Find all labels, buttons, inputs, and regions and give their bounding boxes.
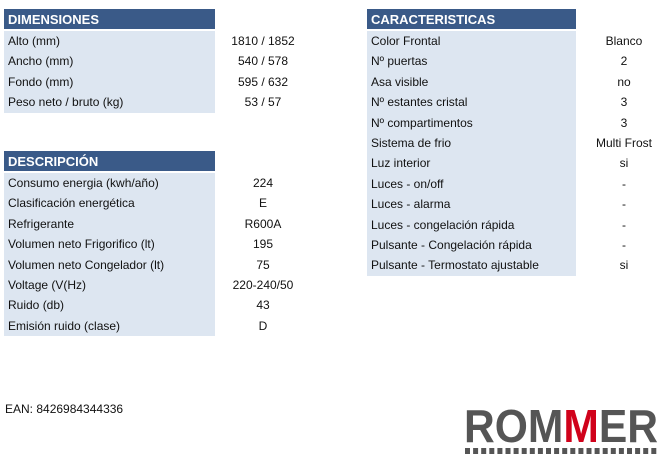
caracteristicas-row-value: - (622, 197, 626, 212)
caracteristicas-row-value: no (617, 74, 631, 89)
descripcion-row-value: D (258, 318, 268, 333)
caracteristicas-row-label: Pulsante - Congelación rápida (367, 235, 576, 255)
caracteristicas-row-label: Nº estantes cristal (367, 92, 576, 112)
descripcion-row (0, 275, 664, 295)
logo-stripe (514, 448, 519, 454)
logo-letter: E (598, 402, 630, 452)
descripcion-row-label: Volumen neto Frigorifico (lt) (4, 234, 215, 254)
descripcion-row-value: 220-240/50 (232, 278, 294, 292)
caracteristicas-row-label: Luz interior (367, 153, 576, 173)
logo-stripe (522, 448, 527, 454)
descripcion-row-label: Consumo energia (kwh/año) (4, 173, 215, 193)
caracteristicas-row (0, 113, 664, 133)
caracteristicas-row (0, 31, 664, 51)
logo-stripe (595, 448, 600, 454)
caracteristicas-row-value: - (622, 176, 626, 191)
logo-stripe (611, 448, 616, 454)
caracteristicas-row (0, 72, 664, 92)
caracteristicas-row-label: Luces - congelación rápida (367, 215, 576, 235)
logo-stripe (538, 448, 543, 454)
dimensiones-row-label: Peso neto / bruto (kg) (4, 92, 215, 112)
descripcion-row-label: Refrigerante (4, 214, 215, 234)
caracteristicas-row-value: Multi Frost (595, 136, 652, 150)
dimensiones-row-value: 540 / 578 (237, 54, 289, 69)
caracteristicas-row-value: si (619, 258, 629, 273)
logo-stripe (489, 448, 494, 454)
dimensiones-row-value: 595 / 632 (237, 74, 289, 89)
caracteristicas-row-value: si (619, 156, 629, 171)
logo-stripe (506, 448, 511, 454)
dimensiones-row-value: 1810 / 1852 (231, 34, 295, 48)
caracteristicas-row-value: 2 (620, 54, 628, 69)
rommer-logo (463, 402, 660, 462)
logo-stripe (603, 448, 608, 454)
caracteristicas-row (0, 215, 664, 235)
logo-stripe (481, 448, 486, 454)
logo-stripe (497, 448, 502, 454)
logo-wordmark (464, 402, 658, 452)
caracteristicas-row-label: Asa visible (367, 72, 576, 92)
ean-code: EAN: 8426984344336 (5, 402, 124, 416)
rommer-logo-graphic (463, 402, 660, 462)
caracteristicas-row (0, 174, 664, 194)
descripcion-row-value: 75 (256, 257, 270, 272)
dimensiones-row-label: Alto (mm) (4, 31, 215, 51)
caracteristicas-row-label: Sistema de frio (367, 133, 576, 153)
caracteristicas-row-value: - (622, 217, 626, 232)
descripcion-row (0, 316, 664, 336)
logo-stripe (578, 448, 583, 454)
dimensiones-row-label: Fondo (mm) (4, 72, 215, 92)
dimensiones-row-label: Ancho (mm) (4, 51, 215, 71)
caracteristicas-row (0, 194, 664, 214)
caracteristicas-row-label: Luces - alarma (367, 194, 576, 214)
descripcion-header: DESCRIPCIÓN (4, 151, 215, 171)
dimensiones-header: DIMENSIONES (4, 9, 215, 29)
descripcion-row-value: 224 (252, 176, 274, 190)
logo-stripe (619, 448, 624, 454)
logo-stripe (587, 448, 592, 454)
descripcion-row-value: 195 (252, 237, 274, 252)
logo-stripe (473, 448, 478, 454)
caracteristicas-header: CARACTERISTICAS (367, 9, 576, 29)
logo-letter: R (464, 402, 498, 452)
logo-stripe (570, 448, 575, 454)
logo-stripe (627, 448, 632, 454)
caracteristicas-row (0, 255, 664, 275)
caracteristicas-row-label: Pulsante - Termostato ajustable (367, 255, 576, 275)
caracteristicas-row-label: Nº compartimentos (367, 113, 576, 133)
caracteristicas-row-value: Blanco (605, 34, 643, 48)
descripcion-row (0, 295, 664, 315)
descripcion-row-label: Ruido (db) (4, 295, 215, 315)
logo-stripe (465, 448, 470, 454)
caracteristicas-row-value: - (622, 238, 626, 252)
descripcion-row-label: Volumen neto Congelador (lt) (4, 255, 215, 275)
caracteristicas-row-label: Nº puertas (367, 51, 576, 71)
logo-letter: M (527, 402, 567, 452)
caracteristicas-row (0, 153, 664, 173)
caracteristicas-row-value: 3 (620, 95, 628, 110)
logo-stripe (643, 448, 648, 454)
descripcion-row-label: Voltage (V(Hz) (4, 275, 215, 295)
caracteristicas-row (0, 133, 664, 153)
descripcion-row-label: Emisión ruido (clase) (4, 316, 215, 336)
caracteristicas-row (0, 235, 664, 255)
caracteristicas-row (0, 51, 664, 71)
descripcion-row-value: 43 (256, 298, 270, 313)
caracteristicas-row-value: 3 (620, 115, 628, 130)
logo-stripe (635, 448, 640, 454)
caracteristicas-row-label: Luces - on/off (367, 174, 576, 194)
logo-stripe (546, 448, 551, 454)
caracteristicas-row (0, 92, 664, 112)
logo-stripe (651, 448, 656, 454)
logo-stripe (554, 448, 559, 454)
logo-stripe (530, 448, 535, 454)
caracteristicas-row-label: Color Frontal (367, 31, 576, 51)
logo-letter: M (563, 402, 602, 452)
descripcion-row-value: R600A (244, 216, 282, 231)
descripcion-row-label: Clasificación energética (4, 193, 215, 213)
logo-letter: O (494, 402, 531, 452)
logo-stripe (562, 448, 567, 454)
descripcion-row-value: E (258, 196, 267, 211)
logo-letter: R (627, 402, 660, 452)
dimensiones-row-value: 53 / 57 (244, 95, 282, 110)
